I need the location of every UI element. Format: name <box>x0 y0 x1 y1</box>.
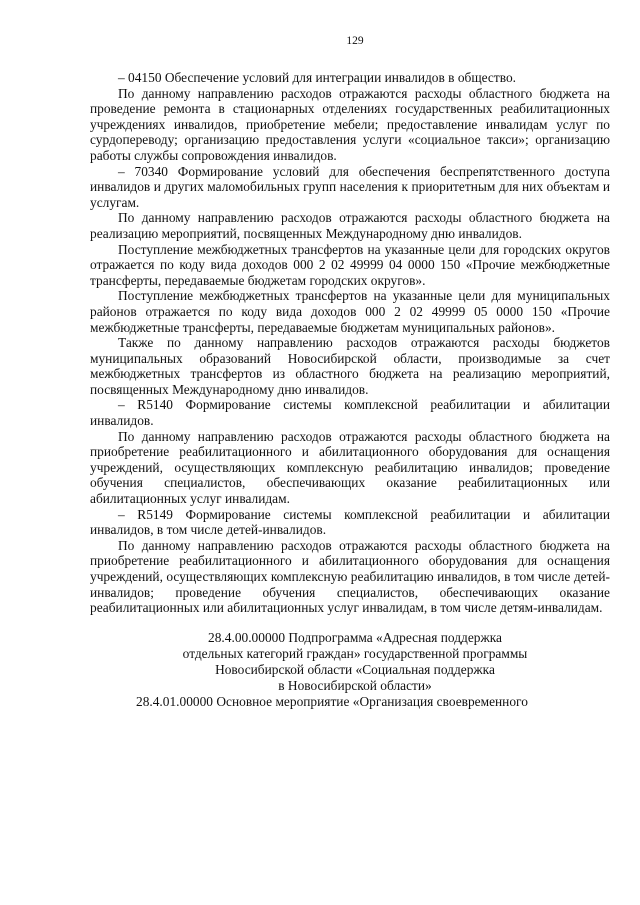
paragraph-70340-title: – 70340 Формирование условий для обеспечения беспрепятственного доступа инвалидов и других маломобильных групп населения к приоритетным для них объектам и услугам. <box>90 163 610 210</box>
main-activity-line: 28.4.01.00000 Основное мероприятие «Организация своевременного <box>136 693 528 709</box>
paragraph-04150-title: – 04150 Обеспечение условий для интеграции инвалидов в общество. <box>118 70 516 85</box>
paragraph-r5149-description: По данному направлению расходов отражаются расходы областного бюджета на приобретение реабилитационного и абилитационного оборудования для оснащения учреждений, осуществляющих комплексную реабилитацию инвалидов, в том числе детей-инвалидов; проведение обучения специалистов, обеспечивающих оказание реабилитационных или абилитационных услуг инвалидам, в том числе детям-инвалидам. <box>90 537 610 616</box>
paragraph-70340-description: По данному направлению расходов отражаются расходы областного бюджета на реализацию мероприятий, посвященных Международному дню инвалидов. <box>90 210 610 241</box>
paragraph-70340-urban-districts: Поступление межбюджетных трансфертов на указанные цели для городских округов отражается по коду вида доходов 000 2 02 49999 04 0000 150 «Прочие межбюджетные трансферты, передаваемые бюджетам городских округов». <box>90 241 610 288</box>
paragraph-r5149-title: – R5149 Формирование системы комплексной реабилитации и абилитации инвалидов, в том числе детей-инвалидов. <box>90 506 610 538</box>
paragraph-70340-municipal-budgets: Также по данному направлению расходов отражаются расходы бюджетов муниципальных образований Новосибирской области, производимые за счет межбюджетных трансфертов из областного бюджета на реализацию мероприятий, посвященных Международному дню инвалидов. <box>90 335 610 397</box>
subprogram-heading-line-2: отдельных категорий граждан» государственной программы <box>182 645 528 661</box>
subprogram-heading <box>90 630 610 694</box>
paragraph-70340-municipal-districts: Поступление межбюджетных трансфертов на указанные цели для муниципальных районов отражается по коду вида доходов 000 2 02 49999 05 0000 150 «Прочие межбюджетные трансферты, передаваемые бюджетам муниципальных районов». <box>90 288 610 335</box>
page-number: 129 <box>346 35 364 47</box>
paragraph-04150-description: По данному направлению расходов отражаются расходы областного бюджета на проведение ремонта в стационарных отделениях государственных реабилитационных учреждениях инвалидов, приобретение мебели; предоставление инвалидам услуг по сурдопереводу; организацию предоставления услуги «социальное такси»; организацию работы службы сопровождения инвалидов. <box>90 85 610 163</box>
document-page <box>90 34 610 709</box>
paragraph-r5140-title: – R5140 Формирование системы комплексной реабилитации и абилитации инвалидов. <box>90 397 610 429</box>
subprogram-heading-line-3: Новосибирской области «Социальная поддержка <box>215 661 495 677</box>
subprogram-heading-line-1: 28.4.00.00000 Подпрограмма «Адресная поддержка <box>208 629 502 645</box>
paragraph-r5140-description: По данному направлению расходов отражаются расходы областного бюджета на приобретение реабилитационного и абилитационного оборудования для оснащения учреждений, осуществляющих комплексную реабилитацию инвалидов; проведение обучения специалистов, обеспечивающих оказание реабилитационных или абилитационных услуг инвалидам. <box>90 428 610 507</box>
subprogram-heading-line-4: в Новосибирской области» <box>278 677 432 693</box>
